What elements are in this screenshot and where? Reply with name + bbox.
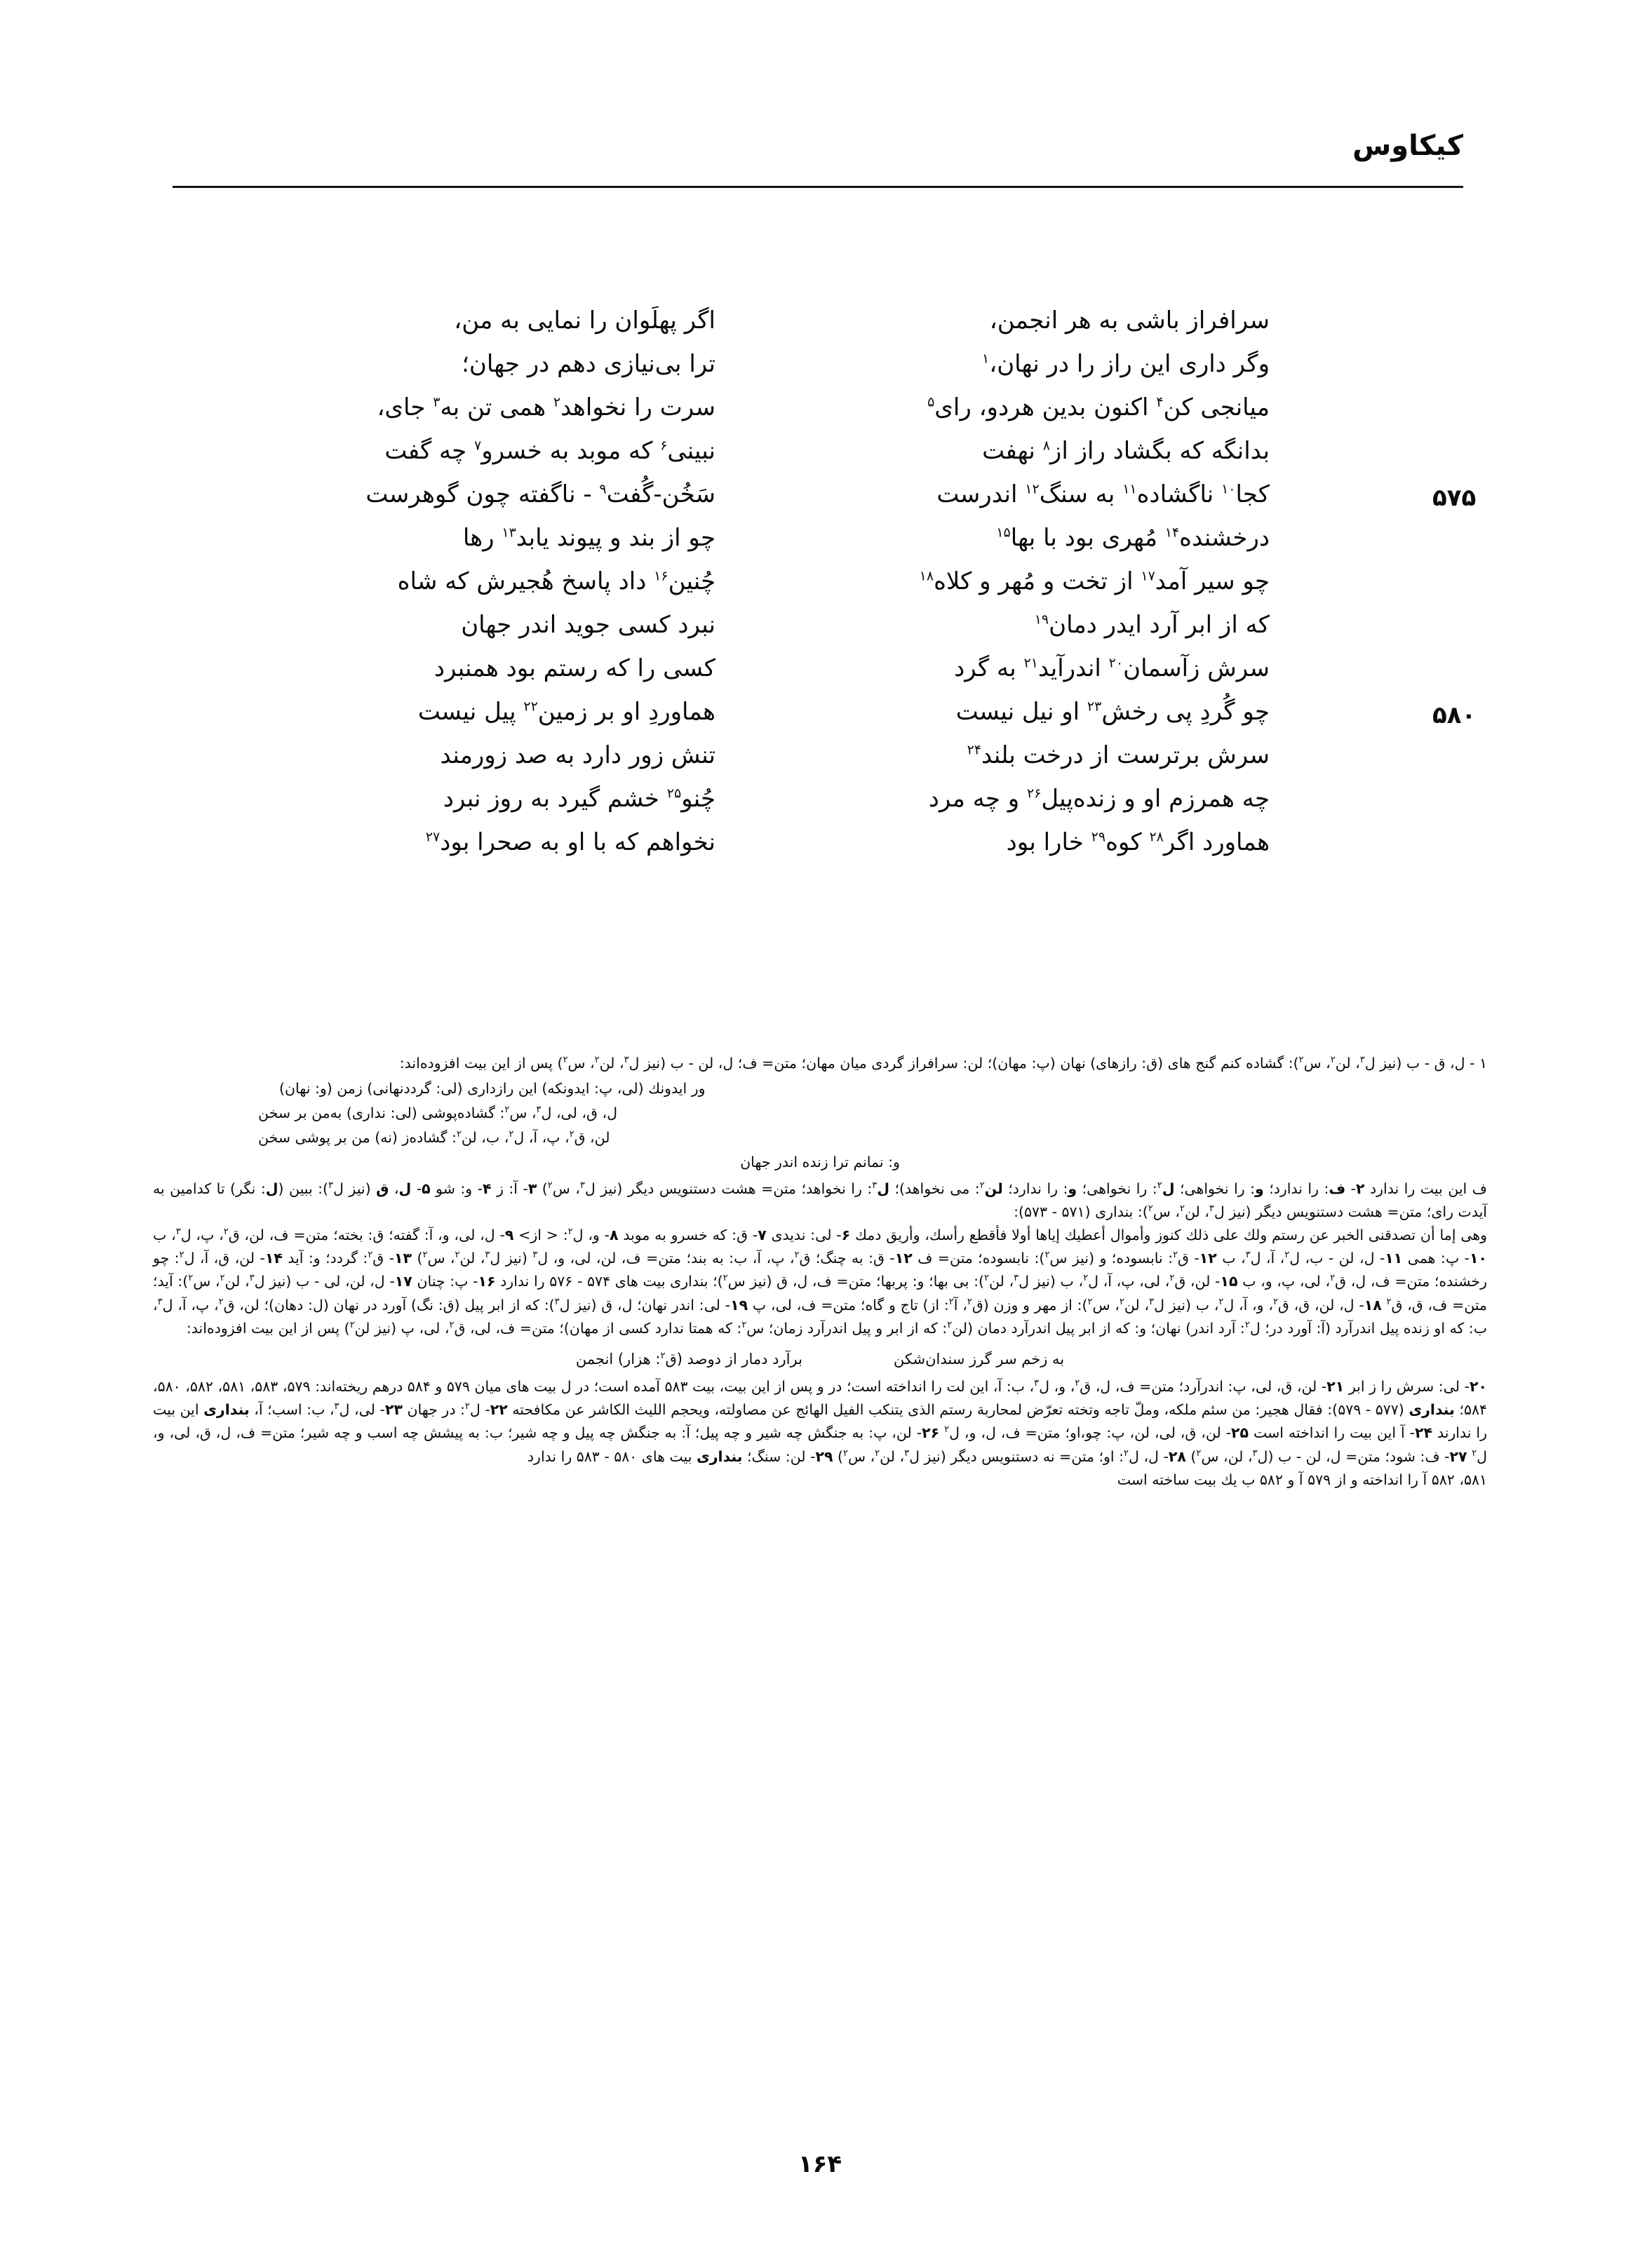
apparatus-tail-1: ۲۰- لی: سرش را ز ابر ۲۱- لن، ق، لی، پ: اندرآرد؛ متن= ف، ل، ق$^۲$، و، ل$^۳$، ب: آ، این لت را انداخته است؛ در و پس از این بیت، بیت ۵۸۳ آمده است؛ در ل بیت های میان ۵۷۹ و ۵۸۴ درهم ریخته‌اند: ۵۷۹، ۵۸۳، ۵۸۱، ۵۸۲، ۵۸۰، ۵۸۴؛ بنداری (۵۷۷ - ۵۷۹): فقال هجیر: من سئم ملكه، وملّ تاجه وتخته تعرّض لمحاربة رستم الذی یتنكب الفیل الهائج عن مصاولته، ویحجم اللیث الكاشر عن مكافحته ۲۲- ل$^۲$: در جهان ۲۳- لی، ل$^۳$، ب: اسب؛ آ، بنداری این بیت را ندارند ۲۴- آ این بیت را انداخته است ۲۵- لن، ق، لی، لن، پ: چو،او؛ متن= ف، ل، و، ل$^۲$ ۲۶- لن، پ: به جنگش چه شیر و چه پیل؛ آ: به جنگش چه پیل و چه شیر؛ ب: به پیشش چه اسب و چه شیر؛ متن= ف، ل، ق، لی، و، ل$^۲$ ۲۷- ف: شود؛ متن= ل، لن - ب (ل$^۳$، لن، س$^۲$) ۲۸- ل، ل$^۲$: او؛ متن= نه دستنویس دیگر (نیز ل$^۳$، لن$^۲$، س$^۲$) ۲۹- لن: سنگ؛ بنداری بیت های ۵۸۰ - ۵۸۳ را ندارد: [153, 1378, 1487, 1465]
verse-line: [210, 830, 1430, 874]
hemistich-left: چو گُردِ پی رخش$^{۲۳}$ او نیل نیست: [955, 698, 1270, 726]
added-verse-hemistich-left: برآرد دمار از دوصد (ق$^۲$: هزار) انجمن: [575, 1351, 802, 1368]
hemistich-left: کجا$^{۱۰}$ ناگشاده$^{۱۱}$ به سنگ$^{۱۲}$ اندرست: [936, 480, 1270, 508]
verse-line: [210, 306, 1430, 352]
folio-page-number: ۱۶۴: [798, 2150, 842, 2178]
verse-line: [210, 656, 1430, 700]
critical-apparatus: [153, 1052, 1487, 1492]
added-verse-hemistich-right: به زخم سر گرز سندان‌شکن: [893, 1351, 1065, 1368]
added-verse: [153, 1347, 1487, 1371]
verse-line: [210, 743, 1430, 787]
hemistich-right: نبینی$^۶$ که موبد به خسرو$^۷$ چه گفت: [384, 437, 715, 465]
hemistich-left: میانجی کن$^۴$ اکنون بدین هردو، رای$^۵$: [927, 393, 1270, 421]
hemistich-right: چو از بند و پیوند یابد$^{۱۳}$ رها: [462, 524, 715, 552]
hemistich-left: چه همرزم او و زنده‌پیل$^{۲۶}$ و چه مرد: [928, 785, 1270, 813]
running-head-rule: [173, 186, 1463, 188]
running-head-title: کیکاوس: [1352, 130, 1463, 162]
running-head: [173, 130, 1463, 188]
inserted-verse-line: ور ایدونك (لی، پ: ایدونکه) این رازداری (لی: گرددنهانی) زمن (و: نهان): [279, 1080, 706, 1098]
hemistich-left: سرافراز باشی به هر انجمن،: [989, 306, 1270, 335]
verse-number: ۵۸۰: [1432, 701, 1477, 729]
hemistich-right: تنش زور دارد به صد زورمند: [440, 741, 715, 769]
verse-line: [210, 569, 1430, 613]
verse-line: [210, 480, 1477, 526]
hemistich-left: سرش زآسمان$^{۲۰}$ اندرآید$^{۲۱}$ به گرد: [954, 654, 1270, 682]
hemistich-left: درخشنده$^{۱۴}$ مُهری بود با بها$^{۱۵}$: [996, 524, 1270, 552]
hemistich-left: هماورد اگر$^{۲۸}$ کوه$^{۲۹}$ خارا بود: [1006, 828, 1270, 856]
apparatus-note-1: ۱ - ل، ق - ب (نیز ل$^۳$، لن$^۲$، س$^۲$): گشاده کنم گنج های (ق: رازهای) نهان (پ: مهان)؛ لن: سرافراز گردی میان مهان؛ متن= ف؛ ل، لن - ب (نیز ل$^۳$، لن$^۲$، س$^۲$) پس از این بیت افزوده‌اند:: [399, 1055, 1487, 1072]
verse-line: [210, 698, 1477, 743]
inserted-verse-line: لن، ق$^۲$، پ، آ، ل$^۲$، ب، لن$^۲$: گشاده‌ز (نه) من بر پوشی سخن: [258, 1128, 610, 1146]
hemistich-right: چُنین$^{۱۶}$ داد پاسخ هُجیرش که شاه: [397, 567, 715, 595]
hemistich-left: چو سیر آمد$^{۱۷}$ از تخت و مُهر و کلاه$^{۱۸}$: [919, 567, 1270, 595]
hemistich-left: که از ابر آرد ایدر دمان$^{۱۹}$: [1034, 611, 1270, 639]
inserted-verse-block: [153, 1076, 1487, 1174]
hemistich-right: کسی را که رستم بود همنبرد: [433, 654, 715, 682]
verse-line: [210, 526, 1430, 569]
inserted-verse-line: و: نمانم ترا زنده اندر جهان: [740, 1153, 900, 1170]
hemistich-right: اگر پهلَوان را نمایی به من،: [454, 306, 715, 335]
verse-line: [210, 787, 1430, 830]
hemistich-right: نبرد کسی جوید اندر جهان: [461, 611, 715, 639]
verse-number: ۵۷۵: [1432, 484, 1477, 512]
hemistich-left: بدانگه که بگشاد راز از$^۸$ نهفت: [982, 437, 1270, 465]
verse-line: [210, 439, 1430, 482]
hemistich-right: چُنو$^{۲۵}$ خشم گیرد به روز نبرد: [443, 785, 715, 813]
hemistich-left: وگر داری این راز را در نهان،$^۱$: [982, 350, 1270, 378]
apparatus-body-1: ف این بیت را ندارد ۲- ف: را ندارد؛ و: را نخواهی؛ ل$^۲$: را نخواهی؛ و: را ندارد؛ لن$^۲$: می نخواهد)؛ ل$^۳$: را نخواهد؛ متن= هشت دستنویس دیگر (نیز ل$^۳$، س$^۲$) ۳- آ: ز ۴- و: شو ۵- ل، ق (نیز ل$^۳$): ببین (ل: نگر) تا کدامین به آیدت رای؛ متن= هشت دستنویس دیگر (نیز ل$^۳$، لن$^۲$، س$^۲$): بنداری (۵۷۱ - ۵۷۳):: [153, 1180, 1487, 1220]
verse-block: [210, 306, 1477, 874]
inserted-verse-line: ل، ق، لی، ل$^۳$، س$^۲$: گشاده‌پوشی (لی: نداری) به‌من بر سخن: [258, 1105, 617, 1122]
hemistich-left: سرش برترست از درخت بلند$^{۲۴}$: [967, 741, 1270, 769]
hemistich-right: سَخُن-گُفت$^۹$ - ناگفته چون گوهرست: [365, 480, 715, 508]
hemistich-right: سرت را نخواهد$^۲$ همی تن به$^۳$ جای،: [377, 393, 715, 421]
hemistich-right: نخواهم که با او به صحرا بود$^{۲۷}$: [425, 828, 715, 856]
hemistich-right: ترا بی‌نیازی دهم در جهان؛: [462, 350, 715, 378]
apparatus-tail-2: ۵۸۱، ۵۸۲ آ را انداخته و از ۵۷۹ آ و ۵۸۲ ب یك بیت ساخته است: [1117, 1471, 1487, 1488]
hemistich-right: هماوردِ او بر زمین$^{۲۲}$ پیل نیست: [417, 698, 715, 726]
verse-line: [210, 393, 1430, 439]
verse-line: [210, 613, 1430, 656]
verse-line: [210, 352, 1430, 396]
apparatus-body-2: وهی إما أن تصدقنی الخبر عن رستم ولك علی ذلك كنوز وأموال أعطیك إیاها أولا فأقطع رأسك، وأریق دمك ۶- لی: ندیدی ۷- ق: که خسرو به موبد ۸- و، ل$^۲$: < از> ۹- ل، لی، و، آ: گفته؛ ق: بخته؛ متن= ف، لن، ق$^۲$، پ، ل$^۳$، ب ۱۰- پ: همی ۱۱- ل، لن - ب، ل$^۲$، آ، ل$^۳$، ب ۱۲- ق$^۲$: نابسوده؛ و (نیز س$^۲$): نابسوده؛ متن= ف ۱۲- ق: به چنگ؛ ق$^۲$، پ، آ، ب: به بند؛ متن= ف، لن، لی، و، ل$^۳$ (نیز ل$^۳$، لن$^۲$، س$^۲$) ۱۳- ق$^۲$: گردد؛ و: آید ۱۴- لن، ق، آ، ل$^۲$: چو رخشنده؛ متن= ف، ل، ق$^۲$، لی، پ، و، ب ۱۵- لن، ق$^۲$، لی، پ، آ، ل$^۲$، ب (نیز ل$^۳$، لن$^۲$): بی بها؛ و: پربها؛ متن= ف، ل، ق (نیز س$^۲$)؛ بنداری بیت های ۵۷۴ - ۵۷۶ را ندارد ۱۶- پ: چنان ۱۷- ل، لن، لی - ب (نیز ل$^۳$، لن$^۲$، س$^۲$): آید؛ متن= ف، ق، ق$^۲$ ۱۸- ل، لن، ق، ق$^۲$، و، آ، ل$^۲$، ب (نیز ل$^۳$، لن$^۲$، س$^۲$): از مهر و وزن (ق$^۲$، آ$^۲$: از) تاج و گاه؛ متن= ف، لی، پ ۱۹- لی: اندر نهان؛ ل، ق (نیز ل$^۳$): که از ابر پیل (ق: نگ) آورد در نهان (ل: دهان)؛ لن، ق$^۲$، پ، آ، ل$^۳$، ب: که او زنده پیل اندرآرد (آ: آورد در؛ ل$^۲$: آرد اندر) نهان؛ و: که از ابر پیل اندرآرد دمان (لن$^۲$: که از ابر و پیل اندرآرد زمان؛ س$^۲$: که همتا ندارد کسی از مهان)؛ متن= ف، لی، ق$^۲$، لی، پ (نیز لن$^۲$) پس از این بیت افزوده‌اند:: [153, 1226, 1488, 1337]
